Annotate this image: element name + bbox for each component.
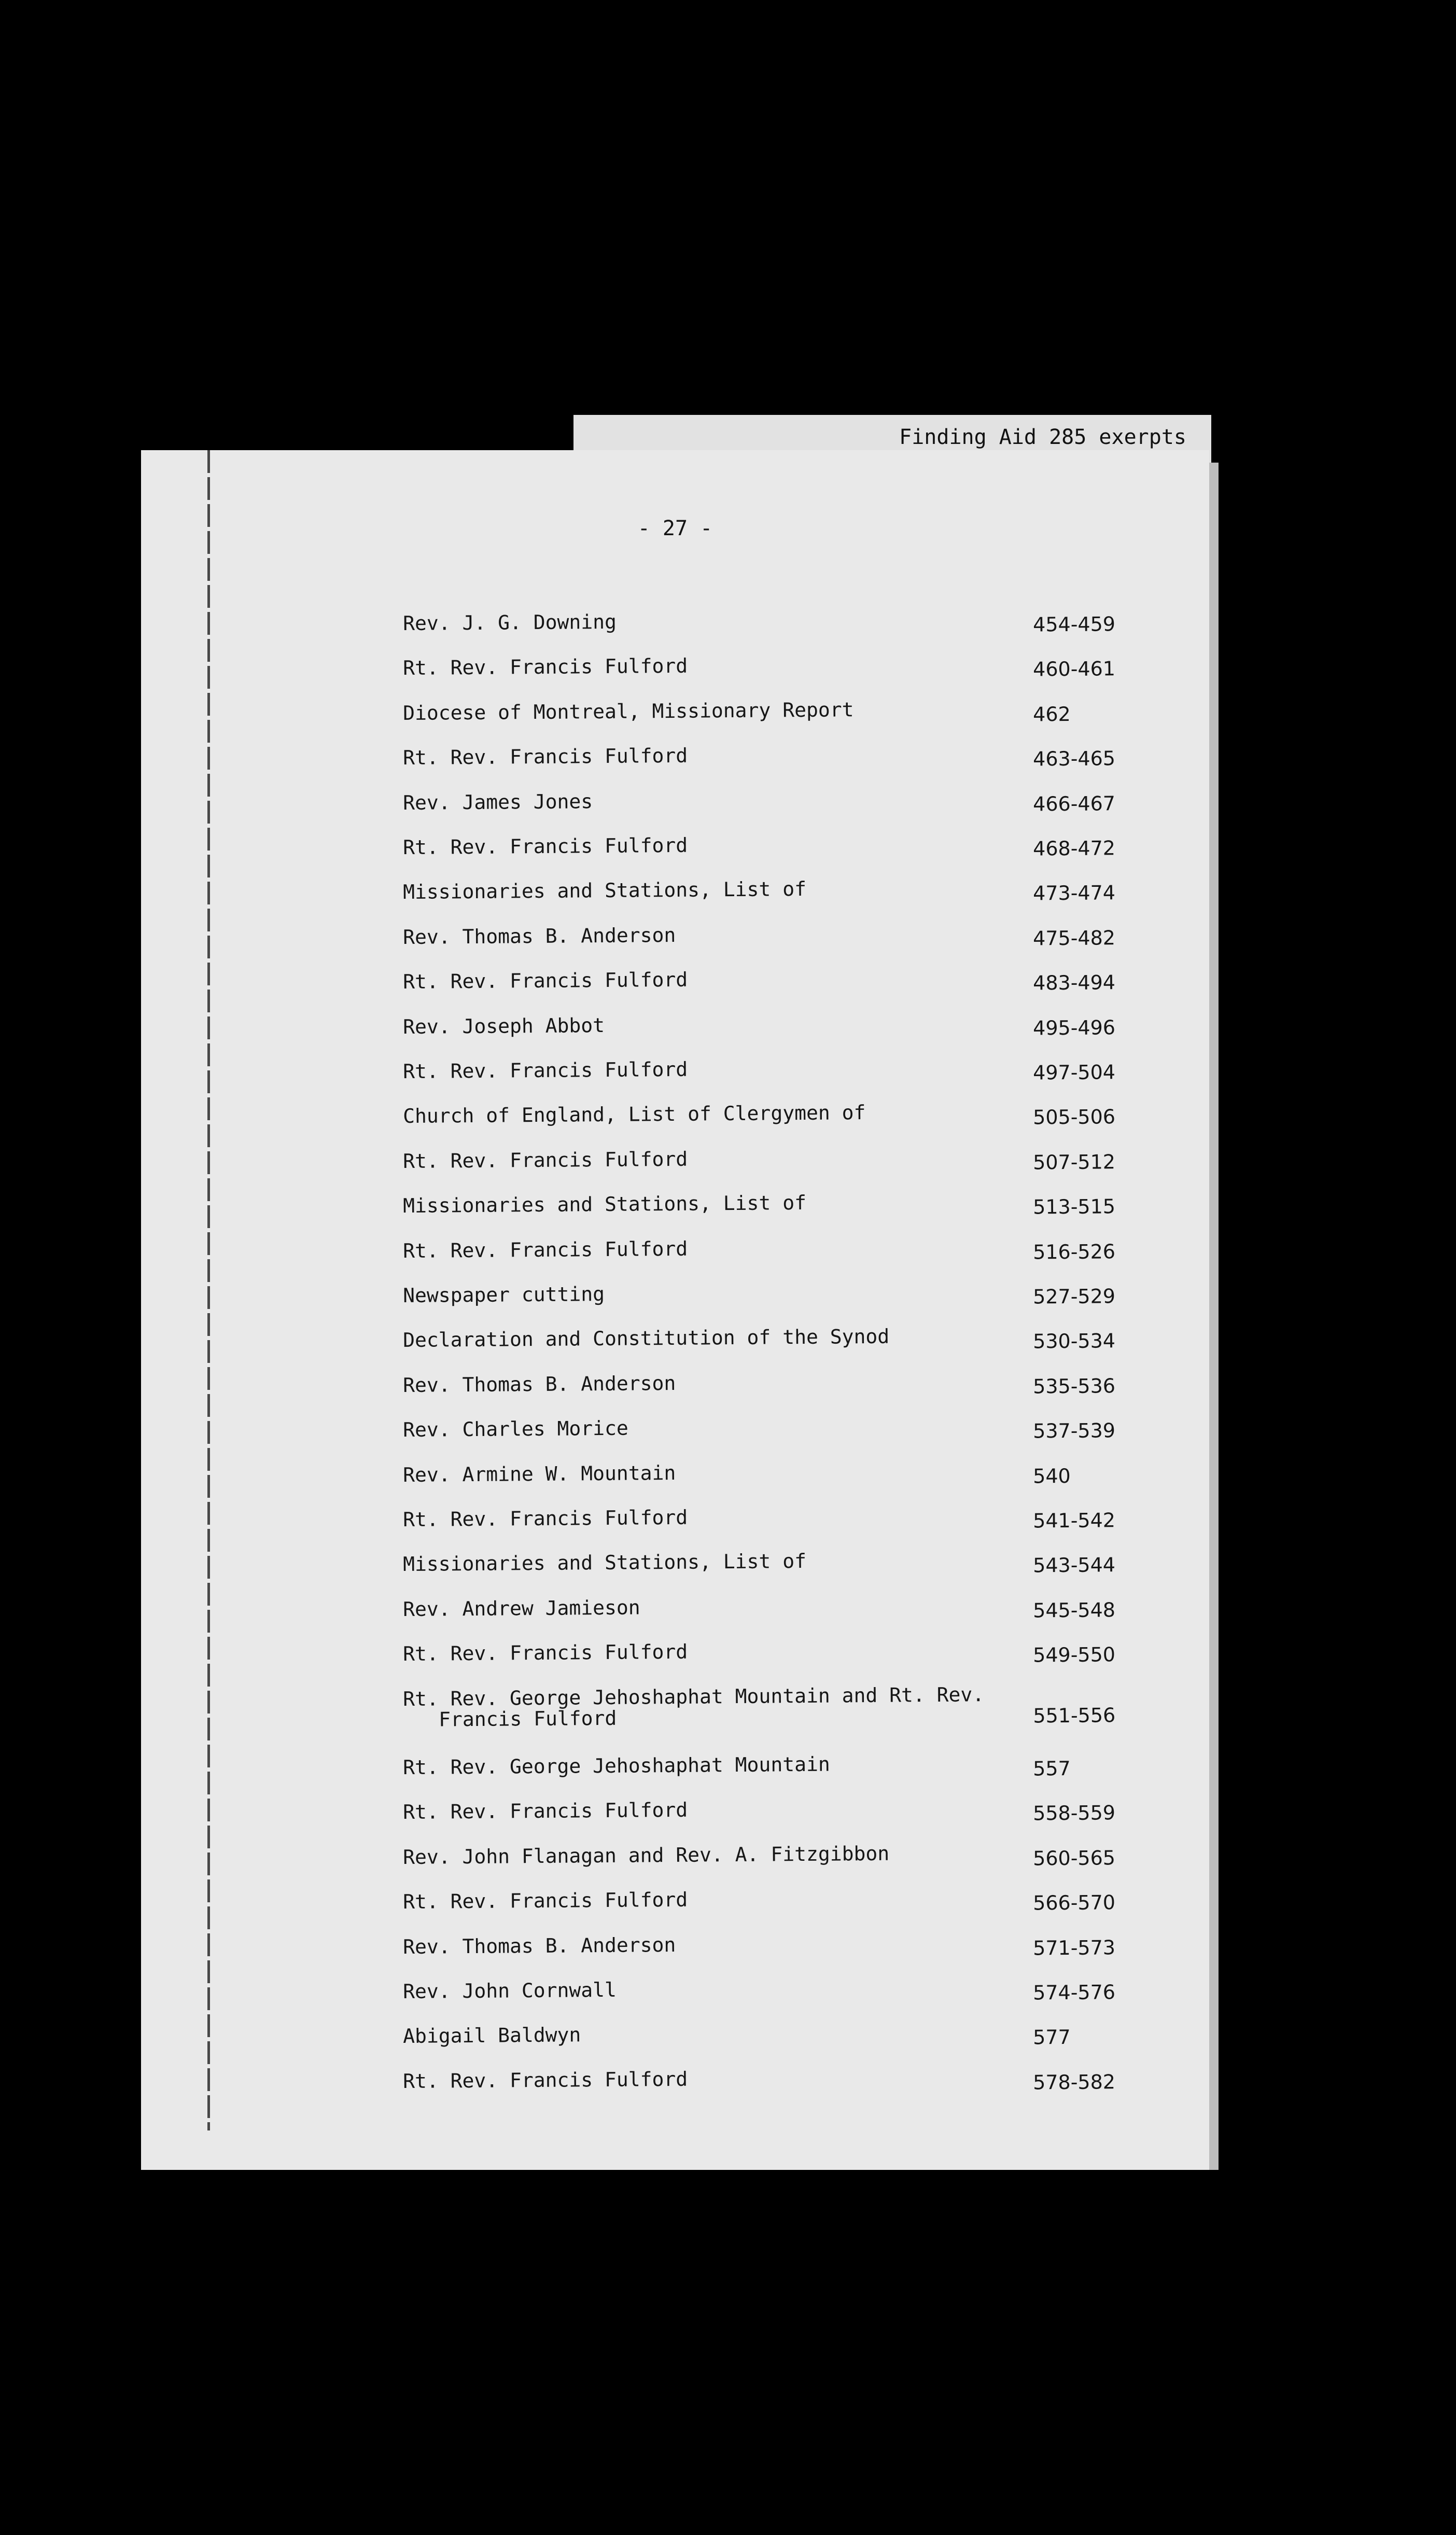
entry-name: Rev. James Jones [402, 789, 593, 814]
entry-page-range: 545-548 [1033, 1598, 1116, 1622]
entry-name: Rev. Andrew Jamieson [402, 1596, 640, 1621]
entry-page-range: 530-534 [1033, 1329, 1116, 1353]
entry-name: Rev. Thomas B. Anderson [402, 1933, 676, 1958]
entry-page-range: 571-573 [1033, 1935, 1116, 1960]
entry-name: Rt. Rev. Francis Fulford [402, 1888, 688, 1914]
entry-page-range: 543-544 [1033, 1553, 1116, 1577]
entry-name: Rev. Thomas B. Anderson [402, 923, 676, 949]
entry-name: Rt. Rev. Francis Fulford [402, 1640, 688, 1666]
entry-page-range: 574-576 [1033, 1981, 1116, 2004]
entry-name: Rt. Rev. Francis Fulford [402, 654, 688, 680]
entry-page-range: 537-539 [1033, 1419, 1116, 1443]
entry-name: Rev. J. G. Downing [402, 610, 617, 635]
entry-page-range: 551-556 [1033, 1703, 1116, 1728]
entry-name: Rt. Rev. Francis Fulford [402, 1506, 688, 1531]
page-edge-shadow [1209, 463, 1219, 2170]
entry-page-range: 513-515 [1033, 1195, 1116, 1219]
entry-name: Missionaries and Stations, List of [402, 877, 807, 904]
entry-page-range: 540 [1033, 1464, 1071, 1488]
entry-page-range: 483-494 [1033, 971, 1116, 995]
entry-page-range: 578-582 [1033, 2070, 1116, 2094]
entry-name: Rt. Rev. Francis Fulford [402, 1147, 688, 1173]
entry-page-range: 475-482 [1033, 926, 1116, 950]
index-entry [141, 2065, 1210, 2120]
page-number: - 27 - [637, 517, 713, 540]
entry-page-range: 557 [1033, 1757, 1071, 1780]
entry-page-range: 466-467 [1033, 791, 1116, 816]
entry-name: Missionaries and Stations, List of [402, 1550, 807, 1576]
entry-name: Rev. Joseph Abbot [402, 1013, 605, 1038]
entry-page-range: 566-570 [1033, 1891, 1116, 1915]
entry-name: Declaration and Constitution of the Synod [402, 1325, 890, 1352]
entry-page-range: 495-496 [1033, 1015, 1116, 1040]
entry-page-range: 505-506 [1033, 1105, 1116, 1129]
entry-page-range: 560-565 [1033, 1846, 1116, 1870]
entry-name: Rev. Armine W. Mountain [402, 1461, 676, 1486]
entry-page-range: 462 [1033, 702, 1071, 726]
entry-page-range: 577 [1033, 2026, 1071, 2049]
entry-page-range: 541-542 [1033, 1509, 1116, 1533]
entry-name: Rt. Rev. Francis Fulford [402, 1237, 688, 1262]
entry-page-range: 454-459 [1033, 612, 1116, 636]
entry-name: Rt. Rev. Francis Fulford [402, 2067, 688, 2093]
entry-name: Rt. Rev. Francis Fulford [402, 1799, 688, 1824]
entry-page-range: 527-529 [1033, 1285, 1116, 1308]
entry-name: Diocese of Montreal, Missionary Report [402, 698, 854, 725]
entry-page-range: 468-472 [1033, 837, 1116, 860]
entry-name: Rev. John Cornwall [402, 1978, 617, 2003]
entry-page-range: 460-461 [1033, 657, 1116, 681]
entry-name: Rt. Rev. Francis Fulford [402, 833, 688, 859]
entry-name: Rt. Rev. Francis Fulford [402, 1057, 688, 1083]
entry-page-range: 463-465 [1033, 747, 1116, 771]
entry-name: Rt. Rev. Francis Fulford [402, 744, 688, 770]
index-entry [141, 1682, 1210, 1737]
entry-page-range: 549-550 [1033, 1643, 1116, 1667]
entry-page-range: 473-474 [1033, 881, 1116, 905]
entry-name: Rt. Rev. George Jehoshaphat Mountain [402, 1752, 830, 1779]
entry-name: Abigail Baldwyn [402, 2023, 581, 2048]
document-page [141, 450, 1209, 2170]
entry-page-range: 535-536 [1033, 1374, 1116, 1398]
entry-page-range: 507-512 [1033, 1150, 1116, 1174]
entry-name: Rt. Rev. Francis Fulford [402, 968, 688, 994]
entry-name: Rev. Thomas B. Anderson [402, 1371, 676, 1397]
entry-name: Newspaper cutting [402, 1282, 605, 1307]
entry-page-range: 516-526 [1033, 1239, 1116, 1264]
entry-name: Rev. John Flanagan and Rev. A. Fitzgibbon [402, 1842, 890, 1869]
entry-name: Rt. Rev. George Jehoshaphat Mountain and Rt. Rev. Francis Fulford [402, 1682, 985, 1731]
finding-aid-label-text: Finding Aid 285 exerpts [899, 425, 1186, 449]
entry-name: Rev. Charles Morice [402, 1416, 628, 1442]
entry-name: Church of England, List of Clergymen of [402, 1101, 866, 1128]
entry-name: Missionaries and Stations, List of [402, 1191, 807, 1218]
entry-page-range: 558-559 [1033, 1801, 1116, 1825]
entry-page-range: 497-504 [1033, 1061, 1116, 1084]
